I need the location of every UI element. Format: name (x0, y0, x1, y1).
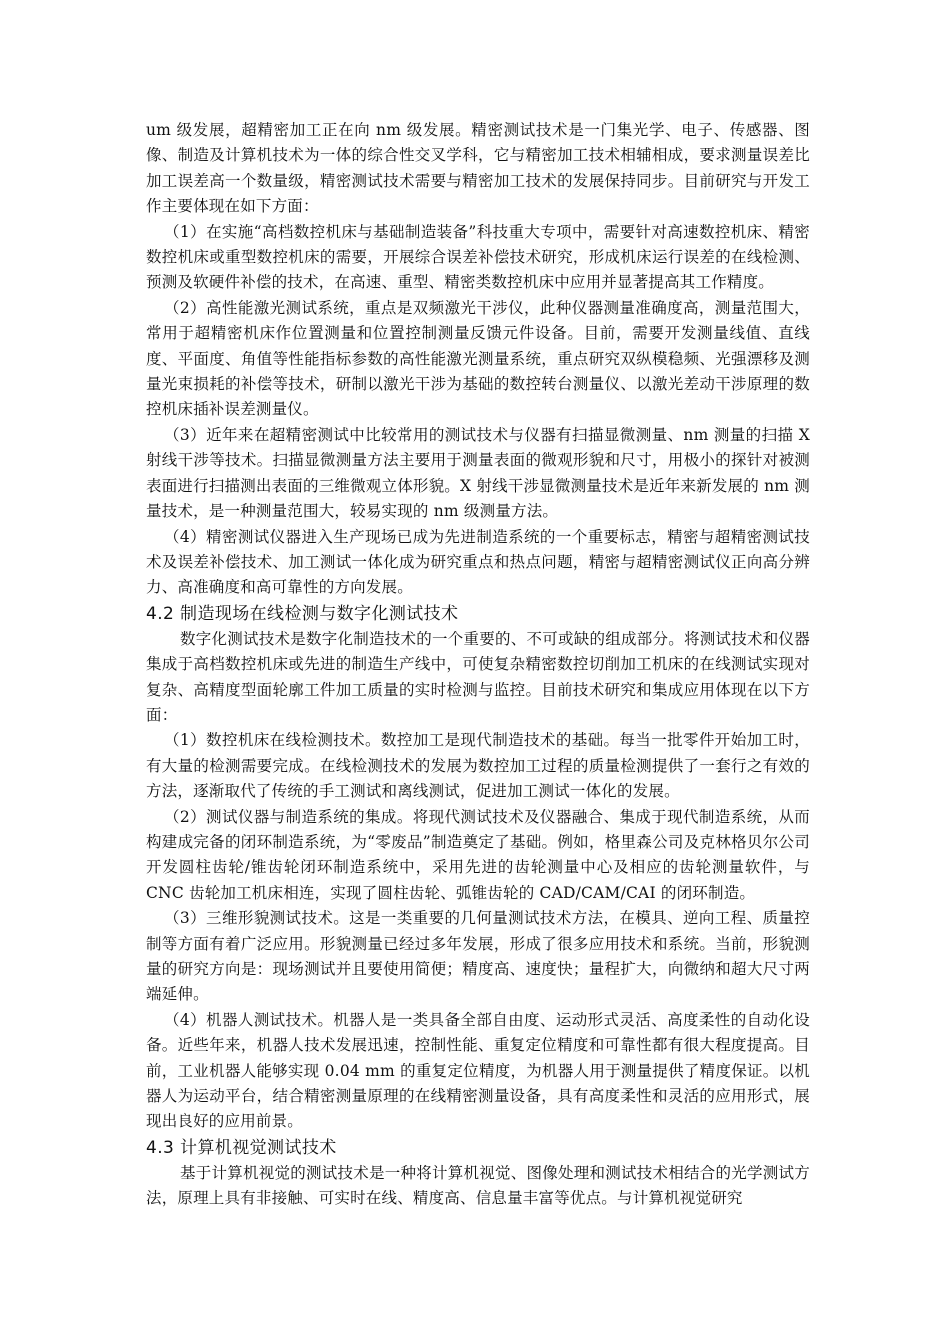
section-heading-4-2: 4.2 制造现场在线检测与数字化测试技术 (146, 603, 459, 624)
list-item: （2）高性能激光测试系统，重点是双频激光干涉仪，此种仪器测量准确度高，测量范围大，常用于超精密机床作位置测量和位置控制测量反馈元件设备。目前，需要开发测量线值、直线度、平面度、角值等性能指标参数的高性能激光测量系统，重点研究双纵模稳频、光强漂移及测量光束损耗的补偿等技术，研制以激光干涉为基础的数控转台测量仪、以激光差动干涉原理的数控机床插补误差测量仪。 (146, 298, 810, 419)
list-item: （1）在实施“高档数控机床与基础制造装备”科技重大专项中，需要针对高速数控机床、精密数控机床或重型数控机床的需要，开展综合误差补偿技术研究，形成机床运行误差的在线检测、预测及软硬件补偿的技术，在高速、重型、精密类数控机床中应用并显著提高其工作精度。 (146, 222, 810, 292)
list-item: （4）机器人测试技术。机器人是一类具备全部自由度、运动形式灵活、高度柔性的自动化设备。近些年来，机器人技术发展迅速，控制性能、重复定位精度和可靠性都有很大程度提高。目前，工业机器人能够实现 0.04 mm 的重复定位精度，为机器人用于测量提供了精度保证。以机器人为运动平台，结合精密测量原理的在线精密测量设备，具有高度柔性和灵活的应用形式，展现出良好的应用前景。 (146, 1010, 810, 1131)
list-item: （3）近年来在超精密测试中比较常用的测试技术与仪器有扫描显微测量、nm 测量的扫描 X 射线干涉等技术。扫描显微测量方法主要用于测量表面的微观形貌和尺寸，用极小的探针对被测表面进行扫描测出表面的三维微观立体形貌。X 射线干涉显微测量技术是近年来新发展的 nm 测量技术，是一种测量范围大，较易实现的 nm 级测量方法。 (146, 425, 810, 521)
document-body (146, 118, 810, 1212)
section-intro-paragraph: 基于计算机视觉的测试技术是一种将计算机视觉、图像处理和测试技术相结合的光学测试方法，原理上具有非接触、可实时在线、精度高、信息量丰富等优点。与计算机视觉研究 (146, 1163, 810, 1208)
section-heading-4-3: 4.3 计算机视觉测试技术 (146, 1137, 337, 1158)
list-item: （2）测试仪器与制造系统的集成。将现代测试技术及仪器融合、集成于现代制造系统，从而构建成完备的闭环制造系统，为“零废品”制造奠定了基础。例如，格里森公司及克林格贝尔公司开发圆柱齿轮/锥齿轮闭环制造系统中，采用先进的齿轮测量中心及相应的齿轮测量软件，与 CNC 齿轮加工机床相连，实现了圆柱齿轮、弧锥齿轮的 CAD/CAM/CAI 的闭环制造。 (146, 807, 810, 902)
section-intro-paragraph: 数字化测试技术是数字化制造技术的一个重要的、不可或缺的组成部分。将测试技术和仪器集成于高档数控机床或先进的制造生产线中，可使复杂精密数控切削加工机床的在线测试实现对复杂、高精度型面轮廓工件加工质量的实时检测与监控。目前技术研究和集成应用体现在以下方面： (146, 629, 810, 724)
intro-paragraph: um 级发展，超精密加工正在向 nm 级发展。精密测试技术是一门集光学、电子、传感器、图像、制造及计算机技术为一体的综合性交叉学科，它与精密加工技术相辅相成，要求测量误差比加工误差高一个数量级，精密测试技术需要与精密加工技术的发展保持同步。目前研究与开发工作主要体现在如下方面： (146, 121, 810, 216)
list-item: （3）三维形貌测试技术。这是一类重要的几何量测试技术方法，在模具、逆向工程、质量控制等方面有着广泛应用。形貌测量已经过多年发展，形成了很多应用技术和系统。当前，形貌测量的研究方向是：现场测试并且要使用简便；精度高、速度快；量程扩大，向微纳和超大尺寸两端延伸。 (146, 909, 810, 1004)
list-item: （1）数控机床在线检测技术。数控加工是现代制造技术的基础。每当一批零件开始加工时，有大量的检测需要完成。在线检测技术的发展为数控加工过程的质量检测提供了一套行之有效的方法，逐渐取代了传统的手工测试和离线测试，促进加工测试一体化的发展。 (146, 731, 810, 801)
list-item: （4）精密测试仪器进入生产现场已成为先进制造系统的一个重要标志，精密与超精密测试技术及误差补偿技术、加工测试一体化成为研究重点和热点问题，精密与超精密测试仪正向高分辨力、高准确度和高可靠性的方向发展。 (146, 527, 810, 597)
